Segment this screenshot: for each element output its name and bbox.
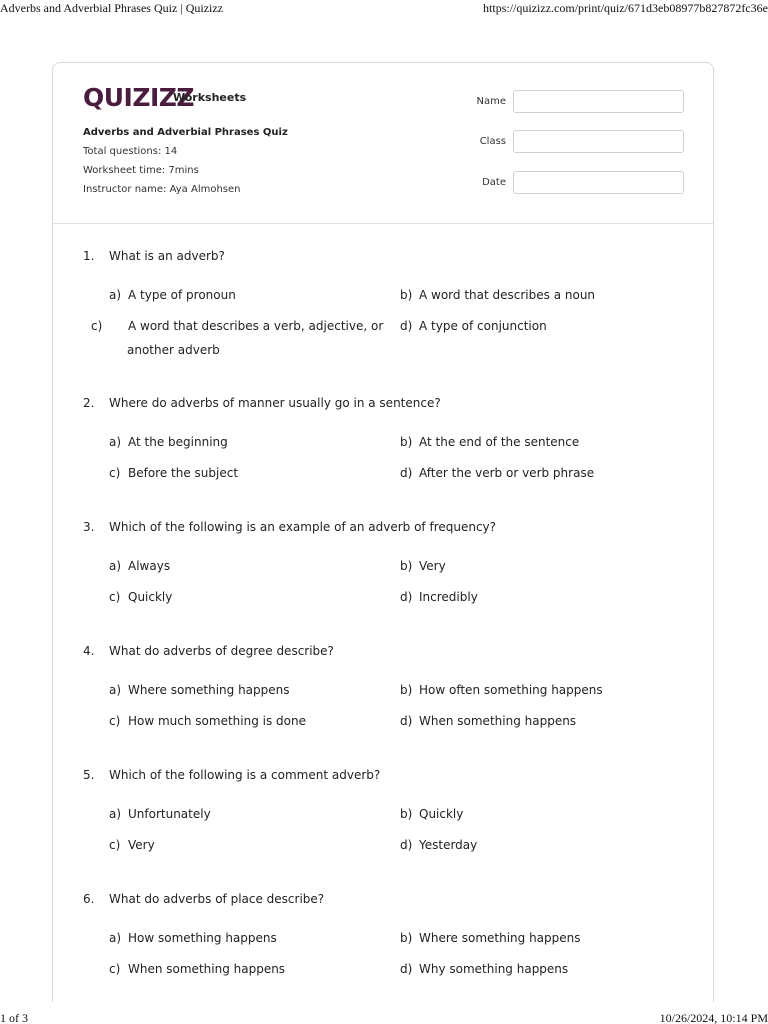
worksheet-header (53, 63, 713, 224)
question-text (83, 644, 334, 658)
print-footer-datetime: 10/26/2024, 10:14 PM (659, 1011, 768, 1024)
option-c: c) A word that describes a verb, adjective, or another adverb (91, 319, 384, 357)
date-field[interactable] (513, 171, 684, 194)
date-label: Date (482, 177, 506, 188)
total-questions: Total questions: 14 (83, 146, 178, 157)
print-header-title: Adverbs and Adverbial Phrases Quiz | Quizizz (0, 1, 224, 15)
option-d: d) Why something happens (400, 962, 569, 976)
option-c: c) Very (109, 838, 155, 852)
option-b: b) At the end of the sentence (400, 435, 580, 449)
quizizz-logo: QUIZIZZ (83, 83, 195, 112)
option-d: d) When something happens (400, 714, 577, 728)
question-number: 5. (83, 768, 95, 782)
question-stem: What do adverbs of place describe? (109, 892, 325, 906)
name-label: Name (476, 96, 506, 107)
option-c: c) Quickly (109, 590, 173, 604)
print-header-url: https://quizizz.com/print/quiz/671d3eb08977b827872fc36e (483, 1, 768, 15)
instructor-name: Instructor name: Aya Almohsen (83, 184, 241, 195)
option-b: b) Quickly (400, 807, 464, 821)
option-a: a) A type of pronoun (109, 288, 236, 302)
question-stem: Where do adverbs of manner usually go in a sentence? (109, 396, 441, 410)
class-field[interactable] (513, 130, 684, 153)
worksheets-label: Worksheets (173, 91, 247, 104)
option-d: d) After the verb or verb phrase (400, 466, 595, 480)
option-b: b) How often something happens (400, 683, 603, 697)
option-c: c) When something happens (109, 962, 286, 976)
print-footer-page: 1 of 3 (0, 1011, 28, 1024)
name-field[interactable] (513, 90, 684, 113)
option-a: a) Unfortunately (109, 807, 211, 821)
question-stem: Which of the following is an example of an adverb of frequency? (109, 520, 497, 534)
option-c: c) How much something is done (109, 714, 307, 728)
question-number: 6. (83, 892, 95, 906)
option-a: a) Where something happens (109, 683, 290, 697)
quiz-title: Adverbs and Adverbial Phrases Quiz (83, 127, 288, 138)
question-text (83, 768, 380, 782)
question-stem: What is an adverb? (109, 249, 225, 263)
class-label: Class (479, 136, 506, 147)
question-text (83, 520, 496, 534)
option-d: d) Yesterday (400, 838, 478, 852)
option-c: c) Before the subject (109, 466, 239, 480)
question-text (83, 892, 324, 906)
option-b: b) Where something happens (400, 931, 581, 945)
option-d: d) A type of conjunction (400, 319, 547, 333)
option-a: a) How something happens (109, 931, 277, 945)
option-b: b) A word that describes a noun (400, 288, 596, 302)
option-a: a) Always (109, 559, 171, 573)
question-number: 4. (83, 644, 95, 658)
question-stem: What do adverbs of degree describe? (109, 644, 334, 658)
option-d: d) Incredibly (400, 590, 478, 604)
question-text (83, 249, 225, 263)
worksheet-card (52, 62, 714, 1002)
worksheet-time: Worksheet time: 7mins (83, 165, 199, 176)
question-number: 2. (83, 396, 95, 410)
question-stem: Which of the following is a comment adverb? (109, 768, 381, 782)
option-b: b) Very (400, 559, 446, 573)
option-a: a) At the beginning (109, 435, 228, 449)
question-text (83, 396, 441, 410)
question-number: 1. (83, 249, 95, 263)
question-number: 3. (83, 520, 95, 534)
